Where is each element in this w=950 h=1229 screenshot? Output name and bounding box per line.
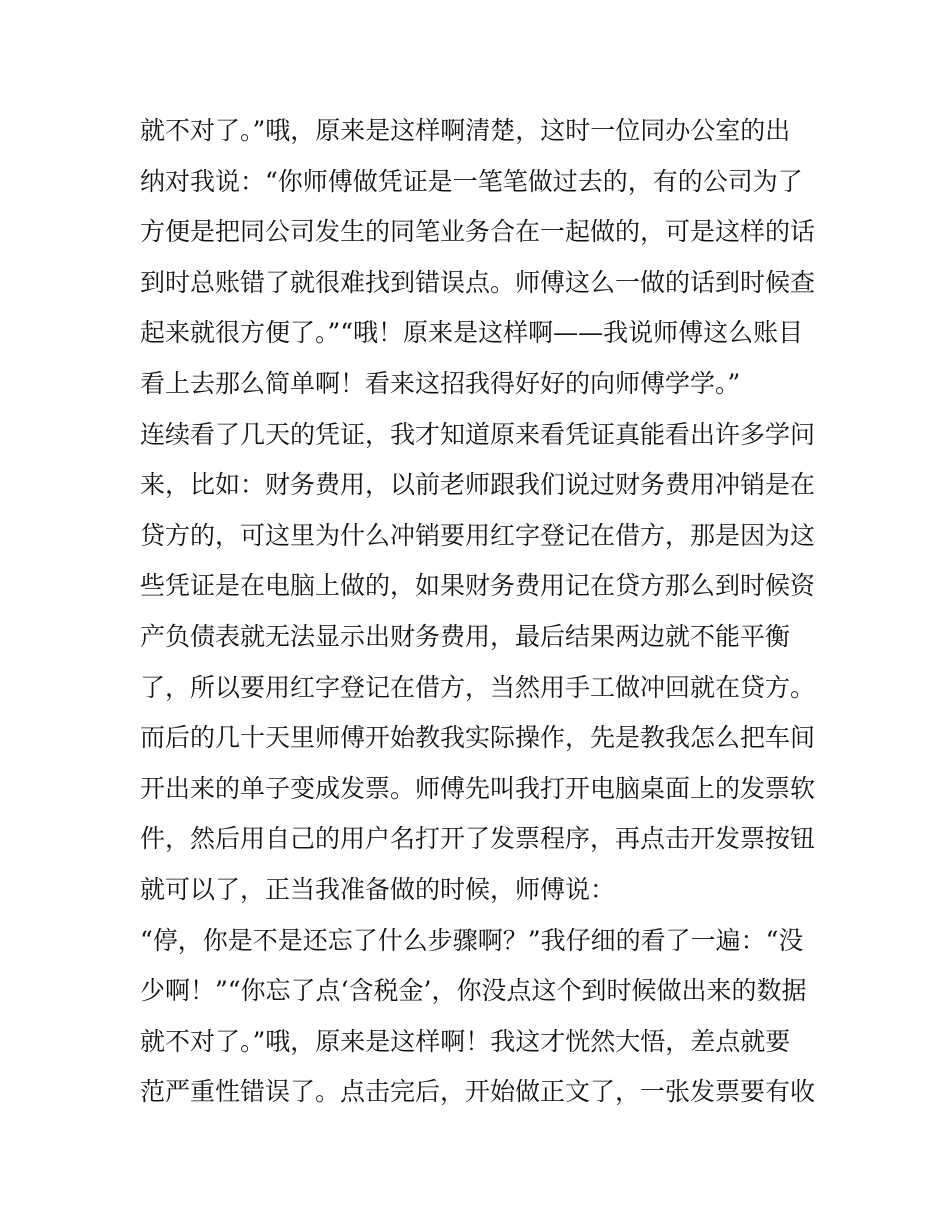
text-line: 贷方的，可这里为什么冲销要用红字登记在借方，那是因为这 xyxy=(140,520,816,550)
document-body xyxy=(140,106,820,1118)
text-line: 件，然后用自己的用户名打开了发票程序，再点击开发票按钮 xyxy=(140,824,816,854)
text-line: 就可以了，正当我准备做的时候，师傅说： xyxy=(140,874,616,904)
text-line: 范严重性错误了。点击完后，开始做正文了，一张发票要有收 xyxy=(140,1077,816,1107)
text-line: 连续看了几天的凭证，我才知道原来看凭证真能看出许多学问 xyxy=(140,419,816,449)
text-line: 起来就很方便了。”“哦！原来是这样啊——我说师傅这么账目 xyxy=(140,318,804,348)
text-line: 了，所以要用红字登记在借方，当然用手工做冲回就在贷方。 xyxy=(140,672,816,702)
text-line: 些凭证是在电脑上做的，如果财务费用记在贷方那么到时候资 xyxy=(140,571,816,601)
text-line: 产负债表就无法显示出财务费用，最后结果两边就不能平衡 xyxy=(140,621,791,651)
text-line: 就不对了。”哦，原来是这样啊清楚，这时一位同办公室的出 xyxy=(140,116,791,145)
text-line: 就不对了。”哦，原来是这样啊！我这才恍然大悟，差点就要 xyxy=(140,1026,791,1056)
text-line: “停，你是不是还忘了什么步骤啊？”我仔细的看了一遍：“没 xyxy=(140,925,804,955)
text-line: 看上去那么简单啊！看来这招我得好好的向师傅学学。” xyxy=(140,368,741,398)
text-line: 而后的几十天里师傅开始教我实际操作，先是教我怎么把车间 xyxy=(140,723,816,753)
text-line: 来，比如：财务费用，以前老师跟我们说过财务费用冲销是在 xyxy=(140,470,816,500)
text-line: 纳对我说：“你师傅做凭证是一笔笔做过去的，有的公司为了 xyxy=(140,166,803,196)
text-line: 到时总账错了就很难找到错误点。师傅这么一做的话到时候查 xyxy=(140,267,816,297)
text-line: 少啊！”“你忘了点‘含税金’，你没点这个到时候做出来的数据 xyxy=(140,976,807,1006)
text-line: 方便是把同公司发生的同笔业务合在一起做的，可是这样的话 xyxy=(140,217,816,247)
text-line: 开出来的单子变成发票。师傅先叫我打开电脑桌面上的发票软 xyxy=(140,773,816,803)
